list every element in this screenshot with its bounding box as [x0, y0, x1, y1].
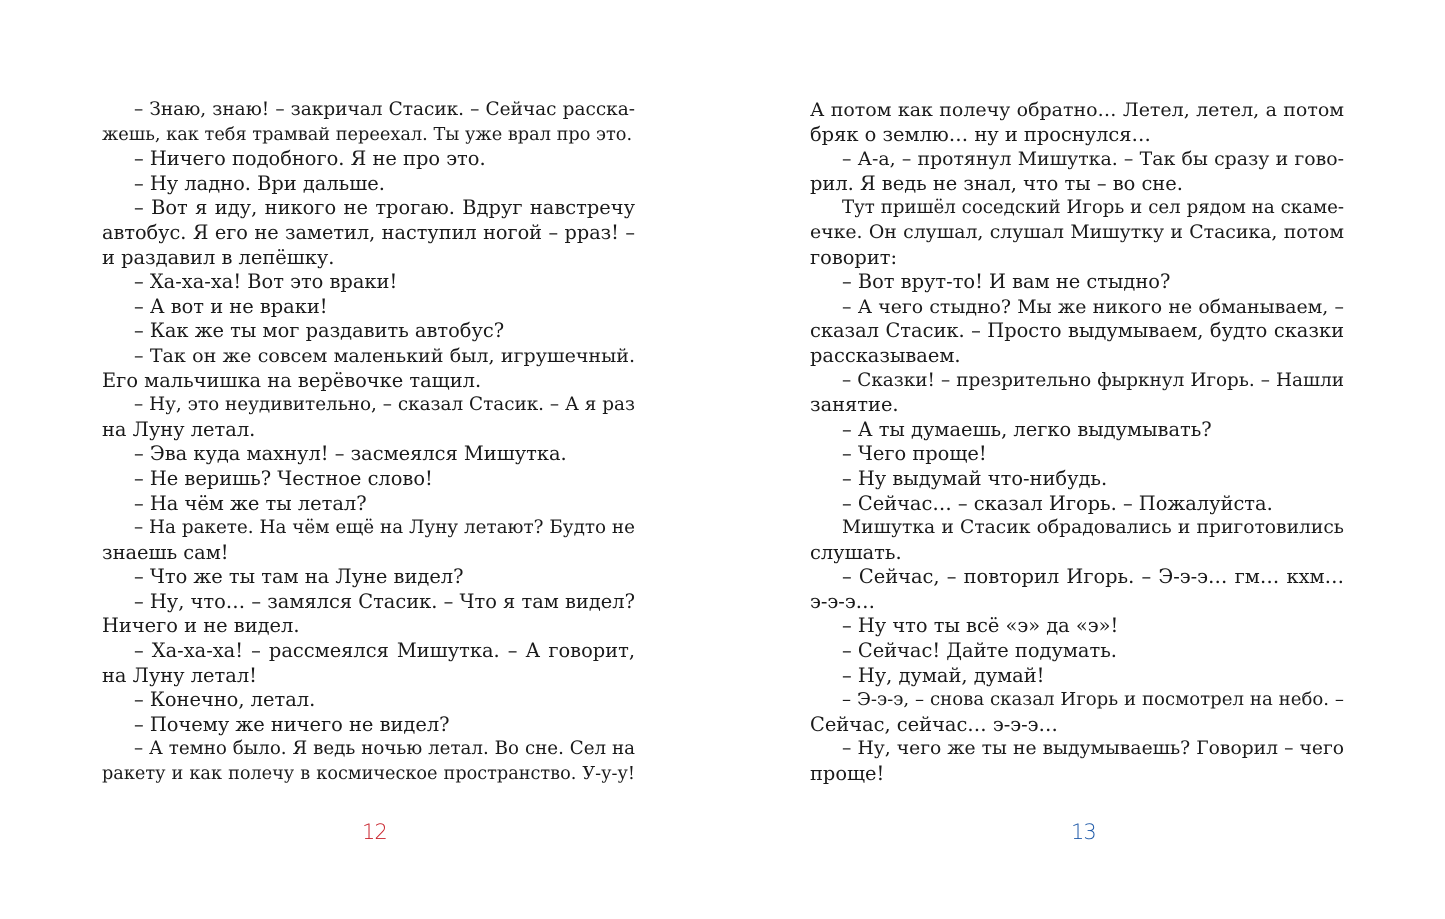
text-line: – Ну что ты всё «э» да «э»!	[842, 614, 1119, 638]
text-line: – Почему же ничего не видел?	[134, 712, 450, 736]
text-line: – На ракете. На чём ещё на Луну летают? Будто не	[134, 517, 635, 539]
right-page-text	[810, 98, 1344, 787]
text-line: – Э-э-э, – снова сказал Игорь и посмотрел на небо. –	[842, 689, 1344, 711]
text-line: – Конечно, летал.	[134, 688, 316, 712]
text-line: – Ничего подобного. Я не про это.	[134, 147, 486, 171]
text-line: – Так он же совсем маленький был, игрушечный.	[134, 344, 635, 367]
text-line: – Вот я иду, никого не трогаю. Вдруг навстречу	[134, 196, 635, 220]
text-line: Его мальчишка на верёвочке тащил.	[102, 368, 482, 392]
text-line: – А ты думаешь, легко выдумывать?	[842, 417, 1212, 441]
text-line: Мишутка и Стасик обрадовались и приготовились	[842, 517, 1344, 539]
text-line: жешь, как тебя трамвай переехал. Ты уже врал про это.	[102, 124, 633, 145]
text-line: – Ну, думай, думай!	[842, 663, 1045, 687]
text-line: Сейчас, сейчас… э-э-э…	[810, 712, 1058, 736]
text-line: – Как же ты мог раздавить автобус?	[134, 319, 505, 343]
text-line: – Вот врут-то! И вам не стыдно?	[842, 270, 1171, 294]
text-line: – Ну выдумай что-нибудь.	[842, 466, 1108, 490]
text-line: – А-а, – протянул Мишутка. – Так бы сразу и гово-	[842, 148, 1344, 171]
text-line: – Ну ладно. Ври дальше.	[134, 171, 385, 195]
text-line: занятие.	[810, 393, 899, 417]
text-line: бряк о землю… ну и проснулся…	[810, 122, 1151, 146]
text-line: – На чём же ты летал?	[134, 491, 367, 515]
text-line: – Сейчас! Дайте подумать.	[842, 639, 1117, 663]
text-line: – А темно было. Я ведь ночью летал. Во сне. Сел на	[134, 738, 635, 760]
text-line: – Эва куда махнул! – засмеялся Мишутка.	[134, 442, 567, 466]
text-line: – Не веришь? Честное слово!	[134, 466, 433, 490]
text-line: А потом как полечу обратно… Летел, летел, а потом	[810, 99, 1344, 121]
page-number-right: 13	[1071, 820, 1096, 844]
text-line: – Сейчас, – повторил Игорь. – Э-э-э… гм… кхм…	[842, 565, 1344, 589]
text-line: – А чего стыдно? Мы же никого не обманываем, –	[842, 295, 1344, 318]
text-line: – Сейчас… – сказал Игорь. – Пожалуйста.	[842, 491, 1273, 515]
text-line: на Луну летал.	[102, 417, 256, 441]
text-line: говорит:	[810, 245, 898, 269]
text-line: Ничего и не видел.	[102, 614, 300, 638]
text-line: – Сказки! – презрительно фыркнул Игорь. – Нашли	[842, 369, 1344, 391]
text-line: – Чего проще!	[842, 442, 987, 466]
page-number-left: 12	[362, 820, 387, 844]
text-line: знаешь сам!	[102, 540, 229, 564]
text-line: – Ха-ха-ха! Вот это враки!	[134, 270, 398, 294]
text-line: проще!	[810, 762, 885, 786]
text-line: и раздавил в лепёшку.	[102, 245, 335, 269]
text-line: – Ха-ха-ха! – рассмеялся Мишутка. – А говорит,	[134, 639, 635, 663]
text-line: автобус. Я его не заметил, наступил ногой – рраз! –	[102, 220, 635, 244]
text-line: э-э-э…	[810, 589, 876, 613]
text-line: слушать.	[810, 540, 902, 564]
text-line: – Знаю, знаю! – закричал Стасик. – Сейчас расска-	[134, 99, 635, 120]
text-line: – А вот и не враки!	[134, 294, 328, 318]
text-line: – Ну, что… – замялся Стасик. – Что я там видел?	[134, 589, 635, 613]
text-line: ечке. Он слушал, слушал Мишутку и Стасика, потом	[810, 221, 1344, 243]
text-line: ракету и как полечу в космическое пространство. У-у-у!	[102, 764, 635, 785]
text-line: – Ну, это неудивительно, – сказал Стасик. – А я раз	[134, 394, 635, 416]
text-line: – Что же ты там на Луне видел?	[134, 565, 464, 589]
text-line: Тут пришёл соседский Игорь и сел рядом на скаме-	[842, 197, 1344, 219]
left-page-text	[102, 98, 635, 787]
text-line: – Ну, чего же ты не выдумываешь? Говорил – чего	[842, 738, 1344, 760]
text-line: сказал Стасик. – Просто выдумываем, будто сказки	[810, 319, 1344, 343]
text-line: на Луну летал!	[102, 663, 257, 687]
text-line: рассказываем.	[810, 343, 961, 367]
text-line: рил. Я ведь не знал, что ты – во сне.	[810, 171, 1183, 195]
